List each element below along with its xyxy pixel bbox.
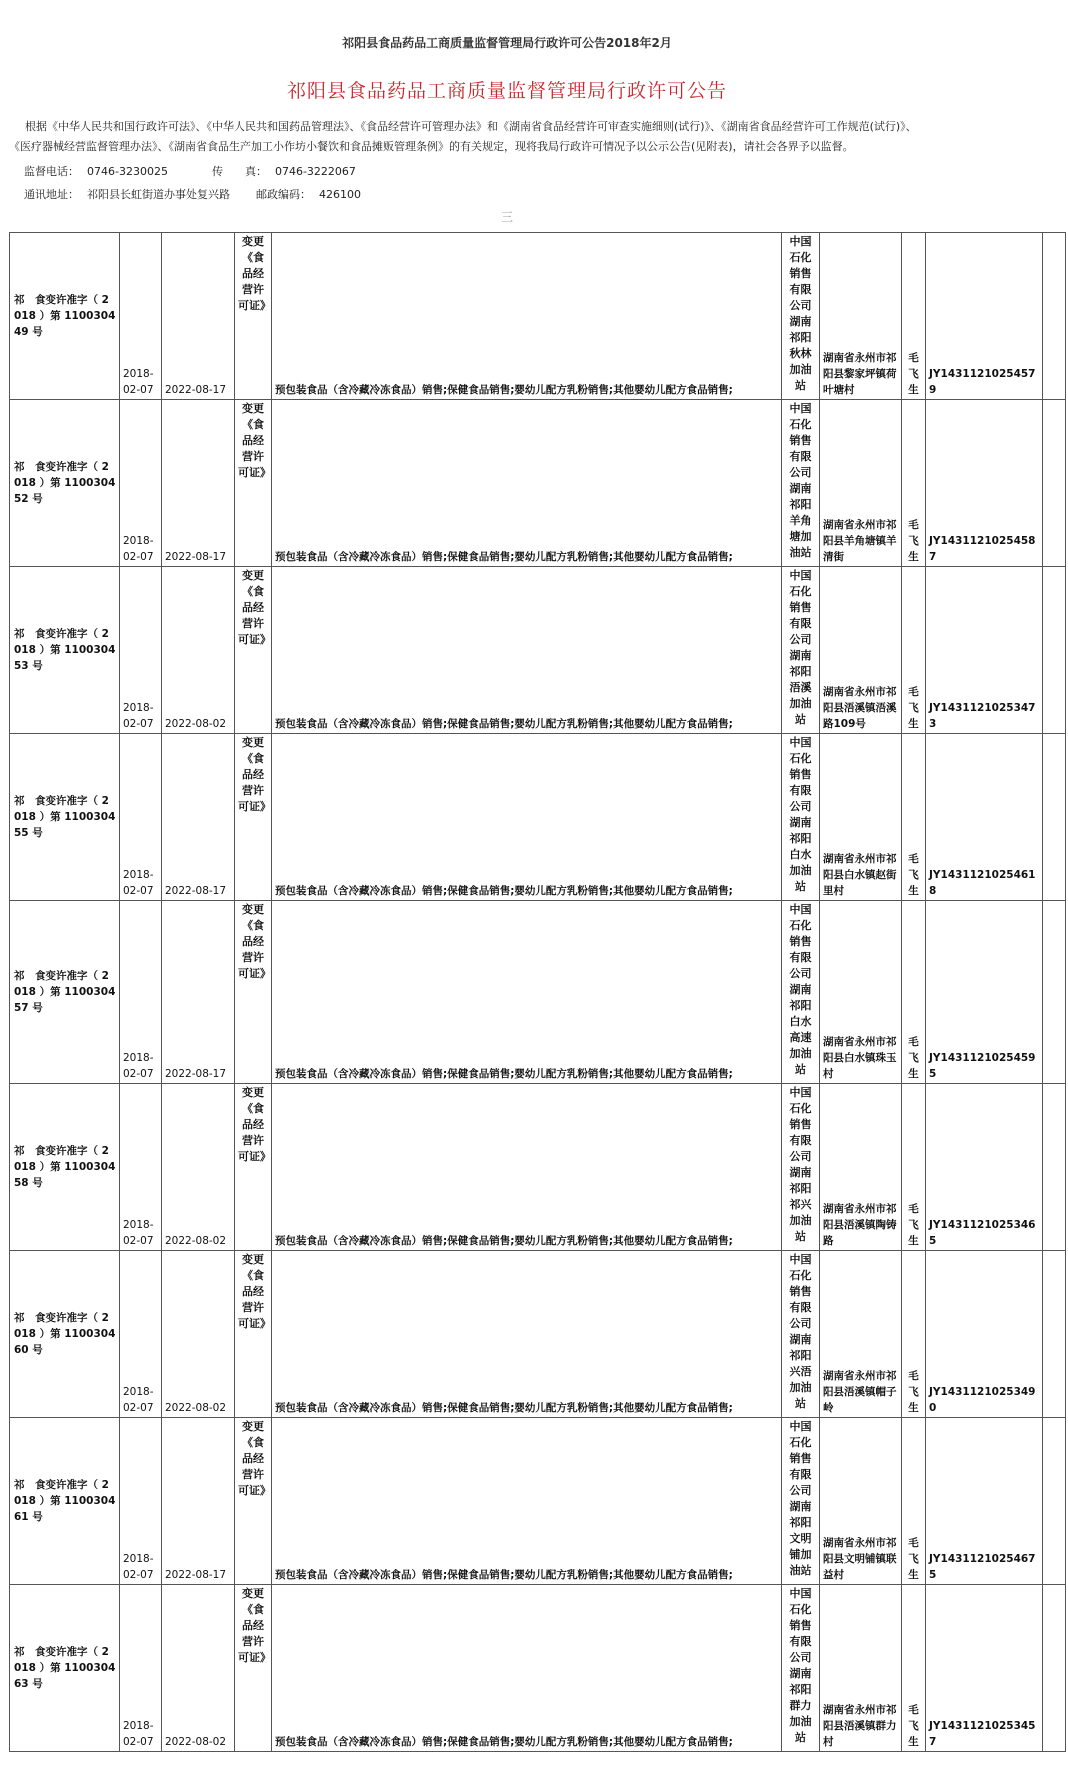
blank-cell <box>1043 734 1066 901</box>
page-marker: 三 <box>500 210 513 224</box>
legal-representative: 毛飞生 <box>902 1585 926 1752</box>
company-name: 中国石化销售有限公司湖南祁阳浯溪加油站 <box>782 567 820 734</box>
business-scope: 预包装食品（含冷藏冷冻食品）销售;保健食品销售;婴幼儿配方乳粉销售;其他婴幼儿配方食品销售; <box>272 1251 782 1418</box>
permit-type: 变更《食品经营许可证》 <box>235 233 272 400</box>
issue-date: 2018-02-07 <box>120 1251 162 1418</box>
company-name: 中国石化销售有限公司湖南祁阳白水高速加油站 <box>782 901 820 1084</box>
legal-representative: 毛飞生 <box>902 1251 926 1418</box>
business-scope: 预包装食品（含冷藏冷冻食品）销售;保健食品销售;婴幼儿配方乳粉销售;其他婴幼儿配方食品销售; <box>272 400 782 567</box>
license-number: JY14311210254618 <box>926 734 1043 901</box>
license-number: JY14311210254595 <box>926 901 1043 1084</box>
permit-type: 变更《食品经营许可证》 <box>235 1585 272 1752</box>
phone-label: 监督电话： <box>24 165 79 178</box>
business-scope: 预包装食品（含冷藏冷冻食品）销售;保健食品销售;婴幼儿配方乳粉销售;其他婴幼儿配方食品销售; <box>272 734 782 901</box>
table-row <box>10 1084 1066 1251</box>
issue-date: 2018-02-07 <box>120 567 162 734</box>
issue-date: 2018-02-07 <box>120 1084 162 1251</box>
business-address: 湖南省永州市祁阳县浯溪镇陶铸路 <box>820 1084 902 1251</box>
business-address: 湖南省永州市祁阳县浯溪镇群力村 <box>820 1585 902 1752</box>
company-name: 中国石化销售有限公司湖南祁阳兴浯加油站 <box>782 1251 820 1418</box>
permit-type: 变更《食品经营许可证》 <box>235 400 272 567</box>
blank-cell <box>1043 567 1066 734</box>
license-number: JY14311210254587 <box>926 400 1043 567</box>
business-address: 湖南省永州市祁阳县黎家坪镇荷叶塘村 <box>820 233 902 400</box>
permit-type: 变更《食品经营许可证》 <box>235 1251 272 1418</box>
business-address: 湖南省永州市祁阳县浯溪镇浯溪路109号 <box>820 567 902 734</box>
permit-type: 变更《食品经营许可证》 <box>235 1418 272 1585</box>
issue-date: 2018-02-07 <box>120 1418 162 1585</box>
legal-representative: 毛飞生 <box>902 734 926 901</box>
company-name: 中国石化销售有限公司湖南祁阳白水加油站 <box>782 734 820 901</box>
issue-date: 2018-02-07 <box>120 400 162 567</box>
permit-type: 变更《食品经营许可证》 <box>235 1084 272 1251</box>
contact-row-address-postcode <box>24 186 361 202</box>
business-scope: 预包装食品（含冷藏冷冻食品）销售;保健食品销售;婴幼儿配方乳粉销售;其他婴幼儿配方食品销售; <box>272 1585 782 1752</box>
blank-cell <box>1043 1418 1066 1585</box>
permit-number: 祁 食变许准字（ 2018 ）第 110030449 号 <box>10 233 120 400</box>
table-row <box>10 1418 1066 1585</box>
issue-date: 2018-02-07 <box>120 901 162 1084</box>
permit-number: 祁 食变许准字（ 2018 ）第 110030458 号 <box>10 1084 120 1251</box>
license-number: JY14311210253457 <box>926 1585 1043 1752</box>
business-address: 湖南省永州市祁阳县白水镇赵街里村 <box>820 734 902 901</box>
expiry-date: 2022-08-02 <box>162 567 235 734</box>
table-row <box>10 567 1066 734</box>
license-number: JY14311210253490 <box>926 1251 1043 1418</box>
license-number: JY14311210254579 <box>926 233 1043 400</box>
page-title: 祁阳县食品药品工商质量监督管理局行政许可公告2018年2月 <box>342 36 672 50</box>
legal-representative: 毛飞生 <box>902 233 926 400</box>
permit-number: 祁 食变许准字（ 2018 ）第 110030452 号 <box>10 400 120 567</box>
contact-row-phone-fax <box>24 163 356 179</box>
license-number: JY14311210254675 <box>926 1418 1043 1585</box>
license-number: JY14311210253473 <box>926 567 1043 734</box>
blank-cell <box>1043 233 1066 400</box>
legal-representative: 毛飞生 <box>902 1084 926 1251</box>
company-name: 中国石化销售有限公司湖南祁阳文明铺加油站 <box>782 1418 820 1585</box>
business-scope: 预包装食品（含冷藏冷冻食品）销售;保健食品销售;婴幼儿配方乳粉销售;其他婴幼儿配方食品销售; <box>272 1418 782 1585</box>
permit-number: 祁 食变许准字（ 2018 ）第 110030460 号 <box>10 1251 120 1418</box>
company-name: 中国石化销售有限公司湖南祁阳羊角塘加油站 <box>782 400 820 567</box>
legal-representative: 毛飞生 <box>902 1418 926 1585</box>
legal-representative: 毛飞生 <box>902 901 926 1084</box>
expiry-date: 2022-08-17 <box>162 1418 235 1585</box>
business-address: 湖南省永州市祁阳县羊角塘镇羊清街 <box>820 400 902 567</box>
permit-number: 祁 食变许准字（ 2018 ）第 110030463 号 <box>10 1585 120 1752</box>
permit-number: 祁 食变许准字（ 2018 ）第 110030453 号 <box>10 567 120 734</box>
business-scope: 预包装食品（含冷藏冷冻食品）销售;保健食品销售;婴幼儿配方乳粉销售;其他婴幼儿配方食品销售; <box>272 1084 782 1251</box>
address-label: 通讯地址： <box>24 188 79 201</box>
intro-line-2: 《医疗器械经营监督管理办法》、《湖南省食品生产加工小作坊小餐饮和食品摊贩管理条例》的有关规定，现将我局行政许可情况予以公示公告(见附表)，请社会各界予以监督。 <box>9 140 854 153</box>
address-value: 祁阳县长虹街道办事处复兴路 <box>87 188 230 201</box>
postcode-value: 426100 <box>319 188 361 201</box>
expiry-date: 2022-08-02 <box>162 1084 235 1251</box>
legal-representative: 毛飞生 <box>902 567 926 734</box>
blank-cell <box>1043 901 1066 1084</box>
table-row <box>10 233 1066 400</box>
permit-number: 祁 食变许准字（ 2018 ）第 110030461 号 <box>10 1418 120 1585</box>
company-name: 中国石化销售有限公司湖南祁阳群力加油站 <box>782 1585 820 1752</box>
issue-date: 2018-02-07 <box>120 1585 162 1752</box>
fax-label: 传 真： <box>211 165 267 178</box>
blank-cell <box>1043 1585 1066 1752</box>
permit-number: 祁 食变许准字（ 2018 ）第 110030457 号 <box>10 901 120 1084</box>
company-name: 中国石化销售有限公司湖南祁阳祁兴加油站 <box>782 1084 820 1251</box>
table-row <box>10 901 1066 1084</box>
permit-type: 变更《食品经营许可证》 <box>235 734 272 901</box>
business-address: 湖南省永州市祁阳县文明铺镇联益村 <box>820 1418 902 1585</box>
blank-cell <box>1043 1084 1066 1251</box>
table-row <box>10 734 1066 901</box>
business-address: 湖南省永州市祁阳县浯溪镇帽子岭 <box>820 1251 902 1418</box>
business-address: 湖南省永州市祁阳县白水镇珠玉村 <box>820 901 902 1084</box>
expiry-date: 2022-08-17 <box>162 901 235 1084</box>
phone-value: 0746-3230025 <box>87 165 168 178</box>
announcement-heading: 祁阳县食品药品工商质量监督管理局行政许可公告 <box>286 80 727 102</box>
blank-cell <box>1043 1251 1066 1418</box>
blank-cell <box>1043 400 1066 567</box>
business-scope: 预包装食品（含冷藏冷冻食品）销售;保健食品销售;婴幼儿配方乳粉销售;其他婴幼儿配方食品销售; <box>272 567 782 734</box>
fax-value: 0746-3222067 <box>274 165 356 178</box>
expiry-date: 2022-08-02 <box>162 1585 235 1752</box>
permit-type: 变更《食品经营许可证》 <box>235 901 272 1084</box>
table-row <box>10 1585 1066 1752</box>
license-number: JY14311210253465 <box>926 1084 1043 1251</box>
table-row <box>10 400 1066 567</box>
expiry-date: 2022-08-17 <box>162 233 235 400</box>
issue-date: 2018-02-07 <box>120 233 162 400</box>
company-name: 中国石化销售有限公司湖南祁阳秋林加油站 <box>782 233 820 400</box>
business-scope: 预包装食品（含冷藏冷冻食品）销售;保健食品销售;婴幼儿配方乳粉销售;其他婴幼儿配方食品销售; <box>272 233 782 400</box>
intro-paragraph <box>9 117 1059 157</box>
business-scope: 预包装食品（含冷藏冷冻食品）销售;保健食品销售;婴幼儿配方乳粉销售;其他婴幼儿配方食品销售; <box>272 901 782 1084</box>
expiry-date: 2022-08-17 <box>162 400 235 567</box>
intro-line-1: 根据《中华人民共和国行政许可法》、《中华人民共和国药品管理法》、《食品经营许可管理办法》和《湖南省食品经营许可审查实施细则(试行)》、《湖南省食品经营许可工作规范(试行)》、 <box>25 120 917 133</box>
table-row <box>10 1251 1066 1418</box>
permits-table <box>9 232 1066 1752</box>
expiry-date: 2022-08-17 <box>162 734 235 901</box>
issue-date: 2018-02-07 <box>120 734 162 901</box>
expiry-date: 2022-08-02 <box>162 1251 235 1418</box>
postcode-label: 邮政编码： <box>256 188 311 201</box>
legal-representative: 毛飞生 <box>902 400 926 567</box>
permit-type: 变更《食品经营许可证》 <box>235 567 272 734</box>
permit-number: 祁 食变许准字（ 2018 ）第 110030455 号 <box>10 734 120 901</box>
